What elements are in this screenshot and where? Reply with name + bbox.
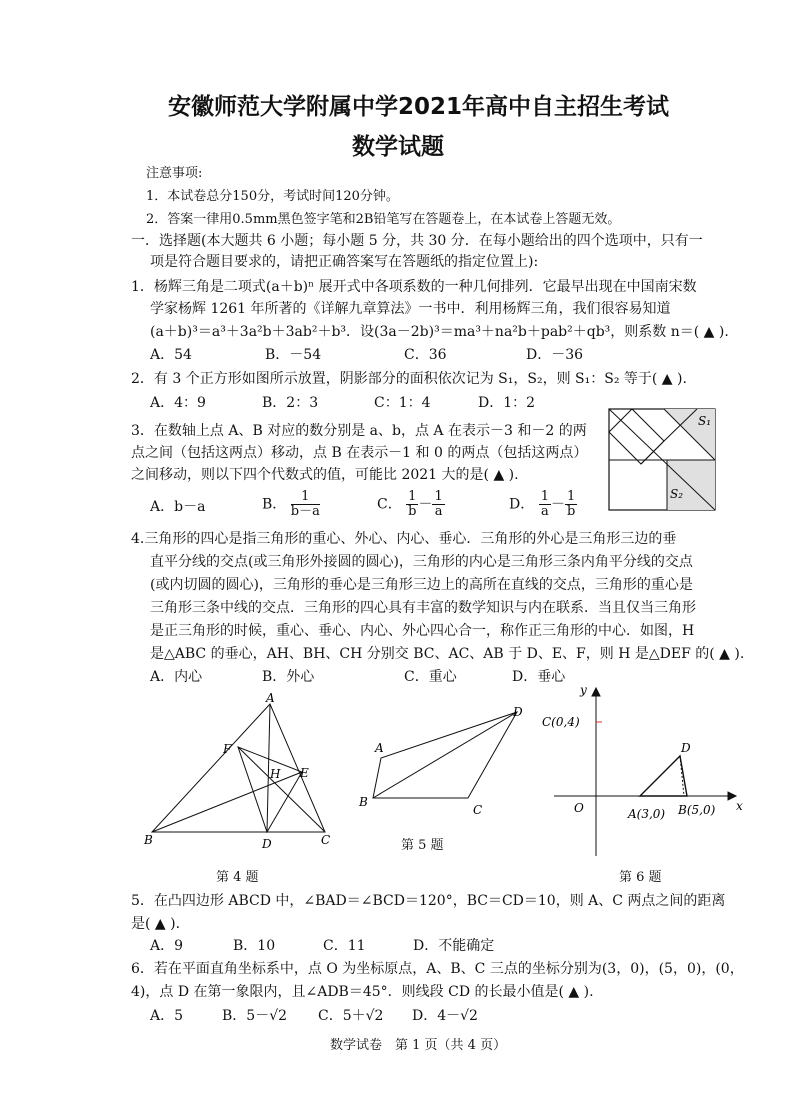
figure-6-coordinates (540, 684, 750, 864)
fig4-label-C: C (321, 833, 331, 847)
fig5-label-D: D (513, 705, 523, 719)
q6-option-c: C．5＋√2 (318, 1008, 384, 1024)
fig4-label-E: E (300, 766, 309, 780)
notes-heading: 注意事项: (146, 166, 203, 181)
exam-title: 安徽师范大学附属中学2021年高中自主招生考试 (168, 94, 670, 120)
q1-text: 学家杨辉 1261 年所著的《详解九章算法》一书中．利用杨辉三角，我们很容易知道 (150, 301, 671, 317)
s2-label: S₂ (670, 487, 684, 501)
q5-option-b: B．10 (233, 938, 276, 954)
fig6-label-B: B(5,0) (678, 803, 716, 817)
q5-option-d: D．不能确定 (413, 938, 495, 954)
q3-option-d: D． $\frac{1}{a}$ － $\frac{1}{b}$ (509, 489, 576, 519)
figure-5-caption: 第 5 题 (401, 838, 444, 853)
q4-option-d: D．垂心 (512, 669, 566, 685)
q4-text: 4.三角形的四心是指三角形的重心、外心、内心、垂心．三角形的外心是三角形三边的垂 (131, 531, 677, 547)
q1-text: 1．杨辉三角是二项式(a＋b)ⁿ 展开式中各项系数的一种几何排列．它最早出现在中国南宋数 (131, 279, 697, 295)
section-heading: 一．选择题(本大题共 6 小题；每小题 5 分，共 30 分．在每小题给出的四个选项中，只有一 (131, 233, 703, 249)
q4-option-b: B．外心 (262, 669, 315, 685)
fig6-label-x: x (736, 799, 743, 813)
note-item: 2．答案一律用0.5mm黑色签字笔和2B铅笔写在答题卷上，在本试卷上答题无效。 (146, 212, 621, 227)
q4-text: 是△ABC 的垂心，AH、BH、CH 分别交 BC、AC、AB 于 D、E、F，则 H 是△DEF 的( ▲ ). (150, 646, 745, 662)
fig5-label-B: B (359, 795, 368, 809)
note-item: 1．本试卷总分150分，考试时间120分钟。 (146, 189, 399, 204)
q6-text: 6．若在平面直角坐标系中，点 O 为坐标原点，A、B、C 三点的坐标分别为(3，0)，(5，0)，(0， (131, 961, 744, 977)
q6-option-b: B．5－√2 (222, 1008, 288, 1024)
q2-squares-figure (608, 408, 718, 512)
q3-text: 之间移动，则以下四个代数式的值，可能比 2021 大的是( ▲ ). (131, 467, 519, 483)
fig4-label-F: F (223, 742, 232, 756)
figure-4-caption: 第 4 题 (216, 870, 259, 885)
fig6-label-C: C(0,4) (542, 715, 580, 729)
fig5-label-A: A (375, 741, 384, 755)
section-heading-cont: 项是符合题目要求的，请把正确答案写在答题纸的指定位置上): (150, 254, 539, 270)
fig4-label-D: D (262, 837, 272, 851)
fig4-label-A: A (266, 692, 275, 705)
fig6-label-y: y (580, 684, 587, 697)
fig6-label-O: O (574, 801, 584, 815)
q2-option-d: D．1：2 (478, 395, 536, 411)
q1-option-a: A．54 (150, 347, 192, 363)
exam-subtitle: 数学试题 (352, 134, 444, 160)
fig6-label-A: A(3,0) (628, 807, 666, 821)
q2-text: 2．有 3 个正方形如图所示放置，阴影部分的面积依次记为 S₁，S₂，则 S₁：S₂ 等于( ▲ ). (131, 371, 687, 387)
figure-4-triangle (140, 692, 340, 852)
q6-text: 4)，点 D 在第一象限内，且∠ADB＝45°．则线段 CD 的长最小值是( ▲ ). (131, 984, 594, 1000)
q3-text: 3．在数轴上点 A、B 对应的数分别是 a、b，点 A 在表示－3 和－2 的两 (131, 423, 587, 439)
q4-text: 直平分线的交点(或三角形外接圆的圆心)，三角形的内心是三角形三条内角平分线的交点 (150, 554, 693, 570)
q6-option-a: A．5 (150, 1008, 184, 1024)
q2-option-a: A．4：9 (150, 395, 206, 411)
q1-option-d: D．－36 (526, 347, 584, 363)
fig6-label-D: D (681, 741, 691, 755)
q5-option-a: A．9 (150, 938, 184, 954)
q3-option-a: A．b－a (150, 499, 206, 515)
q4-text: 是正三角形的时候，重心、垂心、内心、外心四心合一，称作正三角形的中心．如图，H (150, 623, 695, 639)
q3-option-c: C． $\frac{1}{b}$ － $\frac{1}{a}$ (377, 489, 443, 519)
q3-option-b: B． $\frac{1}{b-a}$ (262, 489, 320, 519)
q4-option-c: C．重心 (404, 669, 457, 685)
q2-option-c: C：1：4 (374, 395, 431, 411)
page-footer: 数学试卷 第 1 页（共 4 页） (330, 1038, 507, 1053)
fig4-label-H: H (270, 767, 281, 781)
q6-option-d: D．4－√2 (412, 1008, 478, 1024)
fig5-label-C: C (473, 803, 483, 817)
q1-option-b: B．－54 (265, 347, 322, 363)
s1-label: S₁ (698, 414, 712, 428)
q5-text: 5．在凸四边形 ABCD 中，∠BAD＝∠BCD＝120°，BC＝CD＝10，则 A、C 两点之间的距离 (131, 893, 726, 909)
q5-text: 是( ▲ ). (131, 916, 181, 932)
q1-option-c: C．36 (404, 347, 447, 363)
q4-text: 三角形三条中线的交点．三角形的四心具有丰富的数学知识与内在联系．当且仅当三角形 (150, 600, 696, 616)
q1-text: (a＋b)³＝a³＋3a²b＋3ab²＋b³．设(3a－2b)³＝ma³＋na²b＋pab²＋qb³，则系数 n＝( ▲ ). (150, 324, 729, 340)
q4-text: (或内切圆的圆心)，三角形的垂心是三角形三边上的高所在直线的交点，三角形的重心是 (150, 577, 693, 593)
q2-option-b: B．2：3 (262, 395, 319, 411)
q3-text: 点之间（包括这两点）移动，点 B 在表示－1 和 0 的两点（包括这两点） (131, 445, 588, 461)
figure-5-quadrilateral (355, 700, 535, 820)
fig4-label-B: B (144, 833, 153, 847)
q4-option-a: A．内心 (150, 669, 203, 685)
figure-6-caption: 第 6 题 (619, 870, 662, 885)
q5-option-c: C．11 (323, 938, 366, 954)
